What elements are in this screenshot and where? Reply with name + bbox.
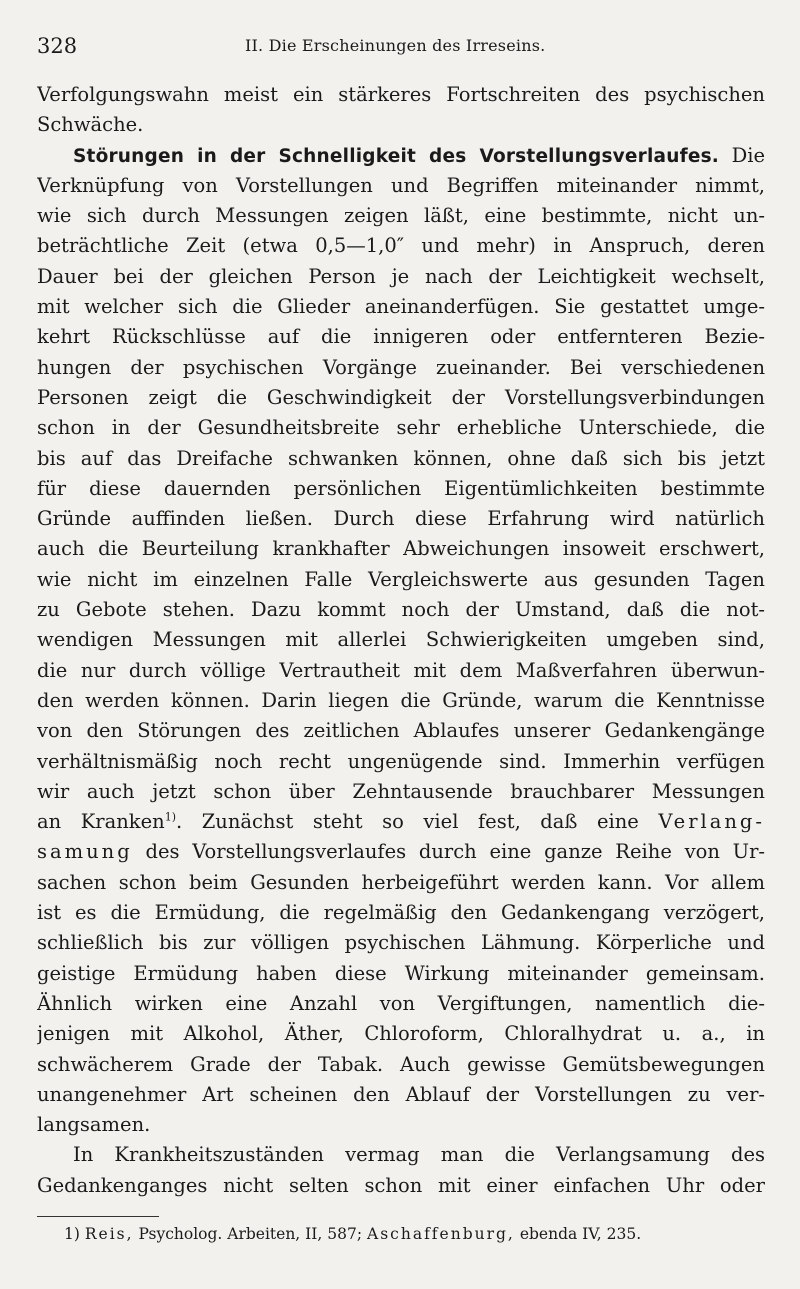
text-line: Verfolgungswahn meist ein stärkeres Fortschreiten des psychischen (37, 83, 765, 106)
text-line: beträchtliche Zeit (etwa 0,5—1,0″ und mehr) in Anspruch, deren (37, 234, 765, 258)
text-line: wie nicht im einzelnen Falle Vergleichswerte aus gesunden Tagen (37, 567, 765, 591)
footnote-reference: 1) (164, 810, 176, 824)
text-line: für diese dauernden persönlichen Eigentümlichkeiten bestimmte (37, 476, 765, 500)
text-line: Gedankenganges nicht selten schon mit einer einfachen Uhr oder (37, 1173, 765, 1197)
text-line: geistige Ermüdung haben diese Wirkung miteinander gemeinsam. (37, 961, 765, 985)
text-line-footnote-ref (37, 807, 765, 837)
text-line: verhältnismäßig noch recht ungenügende sind. Immerhin verfügen (37, 749, 765, 773)
text-line: Verknüpfung von Vorstellungen und Begriffen miteinander nimmt, (37, 173, 765, 197)
text-line: In Krankheitszuständen vermag man die Verlangsamung des (73, 1143, 765, 1167)
text-line: Ähnlich wirken eine Anzahl von Vergiftungen, namentlich die- (37, 991, 765, 1015)
text-line: Dauer bei der gleichen Person je nach der Leichtigkeit wechselt, (37, 264, 765, 288)
footnote-text: ebenda IV, 235. (519, 1225, 642, 1243)
text-line: Personen zeigt die Geschwindigkeit der Vorstellungsverbindungen (37, 385, 765, 409)
section-heading: Störungen in der Schnelligkeit des Vorstellungsverlaufes. (73, 145, 720, 167)
page-header (37, 34, 757, 64)
text-line: bis auf das Dreifache schwanken können, ohne daß sich bis jetzt (37, 446, 765, 470)
text-line: sachen schon beim Gesunden herbeigeführt werden kann. Vor allem (37, 870, 765, 894)
text-fragment: des Vorstellungsverlaufes durch eine ganze Reihe von Ur- (145, 840, 765, 864)
text-line: schließlich bis zur völligen psychischen Lähmung. Körperliche und (37, 931, 765, 955)
text-line: zu Gebote stehen. Dazu kommt noch der Umstand, daß die not- (37, 598, 765, 622)
text-line: schwächerem Grade der Tabak. Auch gewisse Gemütsbewegungen (37, 1052, 765, 1076)
text-line: wie sich durch Messungen zeigen läßt, eine bestimmte, nicht un- (37, 204, 765, 228)
spaced-emphasis: Verlang- (658, 810, 765, 834)
spaced-emphasis: samung (37, 840, 133, 864)
text-line: wir auch jetzt schon über Zehntausende brauchbarer Messungen (37, 779, 765, 803)
footnote-marker: 1) (64, 1225, 80, 1243)
text-line: den werden können. Darin liegen die Gründe, warum die Kenntnisse (37, 688, 765, 712)
text-line: wendigen Messungen mit allerlei Schwierigkeiten umgeben sind, (37, 628, 765, 652)
text-line: schon in der Gesundheitsbreite sehr erhebliche Unterschiede, die (37, 416, 765, 440)
footnote-author: Reis, (84, 1225, 134, 1243)
section-heading-line (37, 141, 765, 171)
text-line: mit welcher sich die Glieder aneinanderfügen. Sie gestattet umge- (37, 295, 765, 319)
footnote (64, 1222, 764, 1246)
footnote-author: Aschaffenburg, (367, 1225, 515, 1243)
footnote-rule (37, 1216, 159, 1217)
page-number: 328 (37, 34, 78, 58)
text-line: jenigen mit Alkohol, Äther, Chloroform, Chloralhydrat u. a., in (37, 1022, 765, 1046)
body-text (37, 80, 765, 1201)
text-line: hungen der psychischen Vorgänge zueinander. Bei verschiedenen (37, 355, 765, 379)
footnote-text: Psycholog. Arbeiten, II, 587; (138, 1225, 363, 1243)
text-line: kehrt Rückschlüsse auf die innigeren oder entfernteren Bezie- (37, 325, 765, 349)
text-line: ist es die Ermüdung, die regelmäßig den Gedankengang verzögert, (37, 901, 765, 925)
text-line (37, 837, 765, 867)
text-line: auch die Beurteilung krankhafter Abweichungen insoweit erschwert, (37, 537, 765, 561)
text-line: die nur durch völlige Vertrautheit mit dem Maßverfahren überwun- (37, 658, 765, 682)
text-line: Schwäche. (37, 113, 144, 137)
heading-tail: Die (731, 143, 765, 167)
text-fragment: . Zunächst steht so viel fest, daß eine (176, 810, 639, 834)
running-title: II. Die Erscheinungen des Irreseins. (245, 36, 546, 55)
text-line: Gründe auffinden ließen. Durch diese Erfahrung wird natürlich (37, 507, 765, 531)
text-line: langsamen. (37, 1113, 151, 1137)
text-line: von den Störungen des zeitlichen Ablaufes unserer Gedankengänge (37, 719, 765, 743)
text-fragment: an Kranken (37, 810, 165, 834)
text-line: unangenehmer Art scheinen den Ablauf der Vorstellungen zu ver- (37, 1082, 765, 1106)
